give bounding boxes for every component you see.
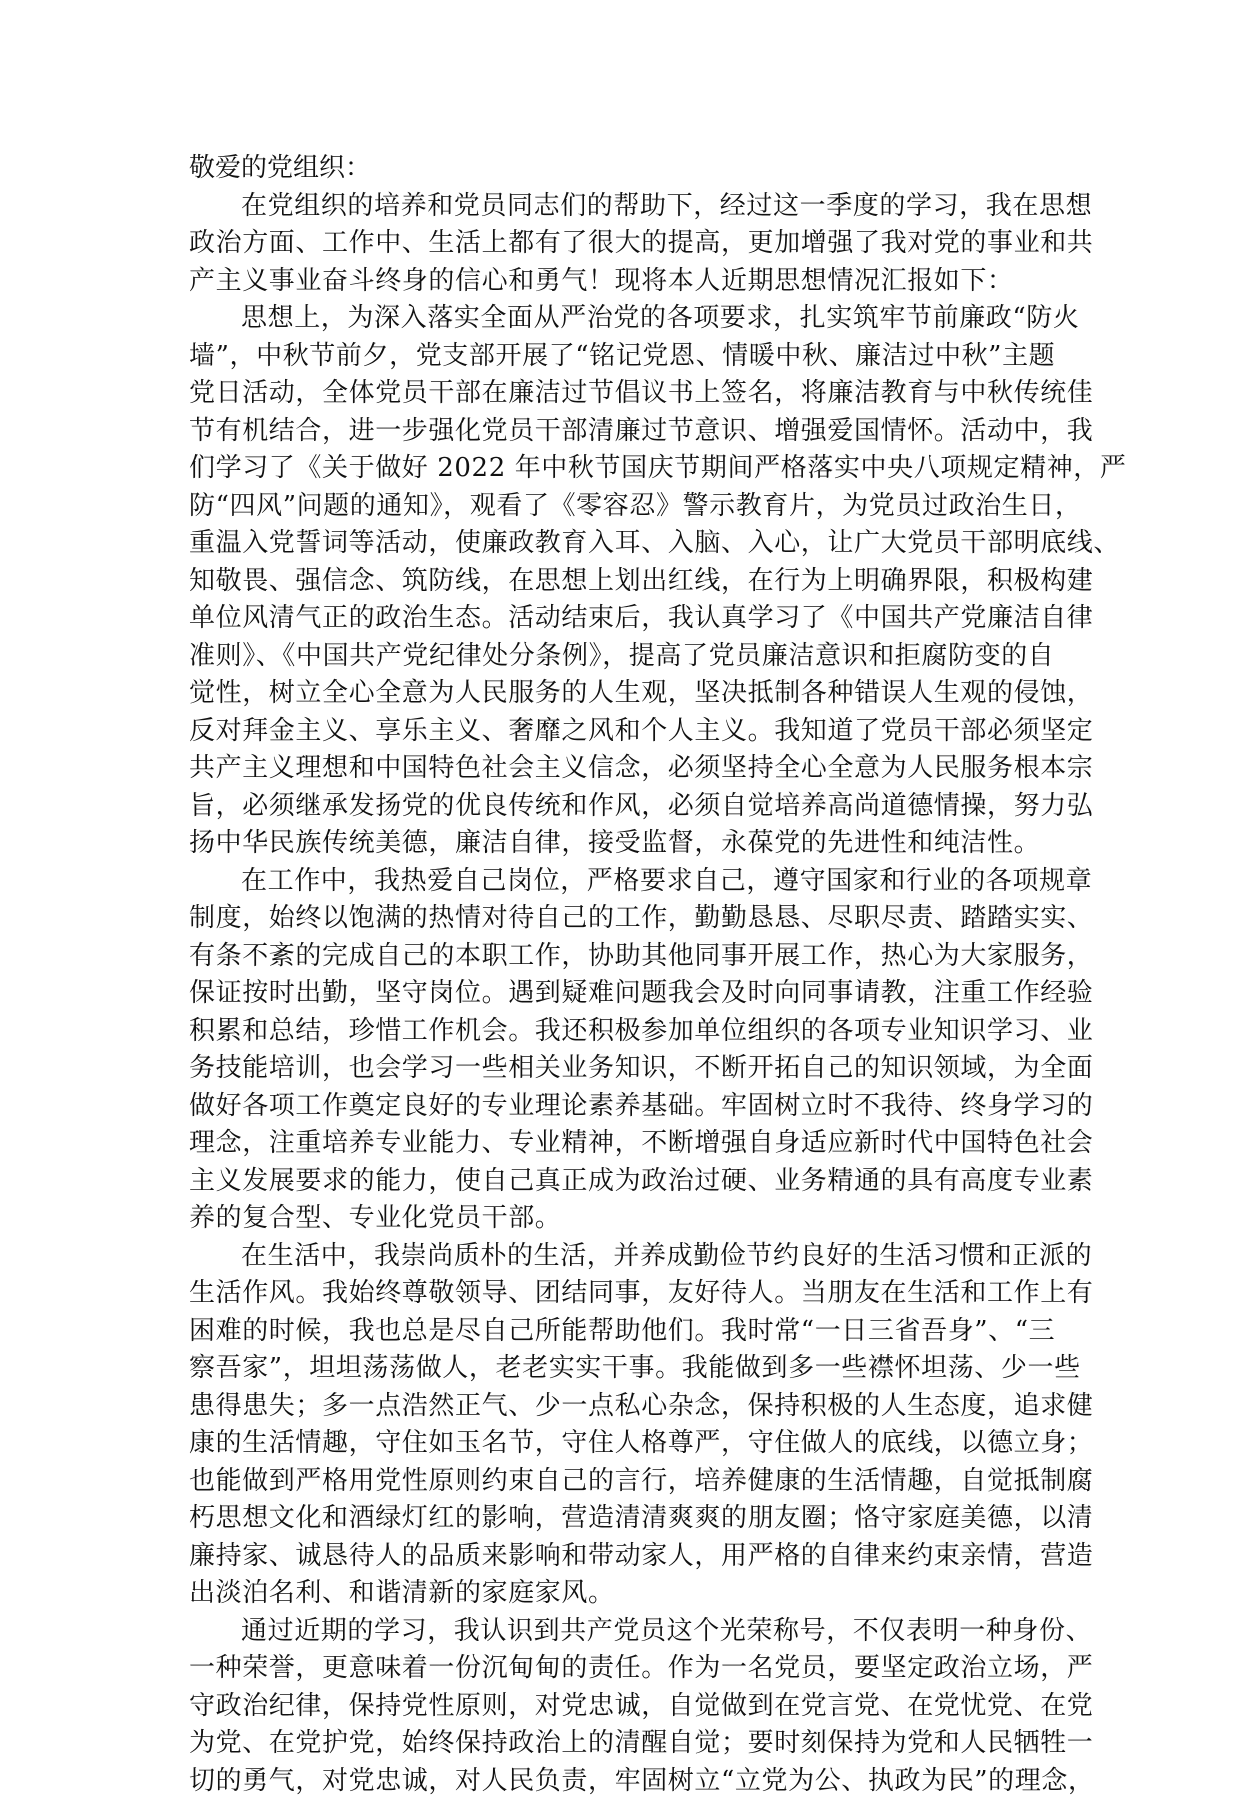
text-line: 保证按时出勤，坚守岗位。遇到疑难问题我会及时向同事请教，注重工作经验 (189, 975, 1059, 1013)
document-body (189, 188, 1059, 1800)
text-line: 务技能培训，也会学习一些相关业务知识，不断开拓自己的知识领域，为全面 (189, 1050, 1059, 1088)
text-line: 在生活中，我崇尚质朴的生活，并养成勤俭节约良好的生活习惯和正派的 (189, 1238, 1059, 1276)
paragraph (189, 188, 1059, 301)
text-line: 们学习了《关于做好 2022 年中秋节国庆节期间严格落实中央八项规定精神，严 (189, 450, 1059, 488)
text-line: 养的复合型、专业化党员干部。 (189, 1200, 1059, 1238)
text-line: 为党、在党护党，始终保持政治上的清醒自觉；要时刻保持为党和人民牺牲一 (189, 1725, 1059, 1763)
text-line: 积累和总结，珍惜工作机会。我还积极参加单位组织的各项专业知识学习、业 (189, 1013, 1059, 1051)
text-line: 反对拜金主义、享乐主义、奢靡之风和个人主义。我知道了党员干部必须坚定 (189, 713, 1059, 751)
text-line: 在党组织的培养和党员同志们的帮助下，经过这一季度的学习，我在思想 (189, 188, 1059, 226)
text-line: 政治方面、工作中、生活上都有了很大的提高，更加增强了我对党的事业和共 (189, 225, 1059, 263)
text-line: 思想上，为深入落实全面从严治党的各项要求，扎实筑牢节前廉政“防火 (189, 300, 1059, 338)
text-line: 理念，注重培养专业能力、专业精神，不断增强自身适应新时代中国特色社会 (189, 1125, 1059, 1163)
text-line: 廉持家、诚恳待人的品质来影响和带动家人，用严格的自律来约束亲情，营造 (189, 1538, 1059, 1576)
text-line: 察吾家”，坦坦荡荡做人，老老实实干事。我能做到多一些襟怀坦荡、少一些 (189, 1350, 1059, 1388)
text-line: 单位风清气正的政治生态。活动结束后，我认真学习了《中国共产党廉洁自律 (189, 600, 1059, 638)
text-line: 节有机结合，进一步强化党员干部清廉过节意识、增强爱国情怀。活动中，我 (189, 413, 1059, 451)
text-line: 困难的时候，我也总是尽自己所能帮助他们。我时常“一日三省吾身”、“三 (189, 1313, 1059, 1351)
text-line: 共产主义理想和中国特色社会主义信念，必须坚持全心全意为人民服务根本宗 (189, 750, 1059, 788)
text-line: 有条不紊的完成自己的本职工作，协助其他同事开展工作，热心为大家服务， (189, 938, 1059, 976)
text-line: 康的生活情趣，守住如玉名节，守住人格尊严，守住做人的底线，以德立身； (189, 1425, 1059, 1463)
text-line: 旨，必须继承发扬党的优良传统和作风，必须自觉培养高尚道德情操，努力弘 (189, 788, 1059, 826)
document-page (189, 150, 1059, 1800)
text-line: 出淡泊名利、和谐清新的家庭家风。 (189, 1575, 1059, 1613)
text-line: 生活作风。我始终尊敬领导、团结同事，友好待人。当朋友在生活和工作上有 (189, 1275, 1059, 1313)
text-line: 患得患失；多一点浩然正气、少一点私心杂念，保持积极的人生态度，追求健 (189, 1388, 1059, 1426)
text-line: 通过近期的学习，我认识到共产党员这个光荣称号，不仅表明一种身份、 (189, 1613, 1059, 1651)
text-line: 朽思想文化和酒绿灯红的影响，营造清清爽爽的朋友圈；恪守家庭美德，以清 (189, 1500, 1059, 1538)
text-line: 守政治纪律，保持党性原则，对党忠诚，自觉做到在党言党、在党忧党、在党 (189, 1688, 1059, 1726)
text-line: 主义发展要求的能力，使自己真正成为政治过硬、业务精通的具有高度专业素 (189, 1163, 1059, 1201)
text-line: 一种荣誉，更意味着一份沉甸甸的责任。作为一名党员，要坚定政治立场，严 (189, 1650, 1059, 1688)
paragraph (189, 1238, 1059, 1613)
text-line: 制度，始终以饱满的热情对待自己的工作，勤勤恳恳、尽职尽责、踏踏实实、 (189, 900, 1059, 938)
salutation: 敬爱的党组织： (189, 150, 1059, 188)
text-line: 墙”，中秋节前夕，党支部开展了“铭记党恩、情暖中秋、廉洁过中秋”主题 (189, 338, 1059, 376)
text-line: 在工作中，我热爱自己岗位，严格要求自己，遵守国家和行业的各项规章 (189, 863, 1059, 901)
text-line: 产主义事业奋斗终身的信心和勇气！现将本人近期思想情况汇报如下： (189, 263, 1059, 301)
text-line: 切的勇气，对党忠诚，对人民负责，牢固树立“立党为公、执政为民”的理念， (189, 1763, 1059, 1800)
text-line: 知敬畏、强信念、筑防线，在思想上划出红线，在行为上明确界限，积极构建 (189, 563, 1059, 601)
text-line: 也能做到严格用党性原则约束自己的言行，培养健康的生活情趣，自觉抵制腐 (189, 1463, 1059, 1501)
paragraph (189, 863, 1059, 1238)
paragraph (189, 300, 1059, 863)
text-line: 准则》、《中国共产党纪律处分条例》，提高了党员廉洁意识和拒腐防变的自 (189, 638, 1059, 676)
paragraph (189, 1613, 1059, 1800)
text-line: 重温入党誓词等活动，使廉政教育入耳、入脑、入心，让广大党员干部明底线、 (189, 525, 1059, 563)
text-line: 防“四风”问题的通知》，观看了《零容忍》警示教育片，为党员过政治生日， (189, 488, 1059, 526)
text-line: 觉性，树立全心全意为人民服务的人生观，坚决抵制各种错误人生观的侵蚀， (189, 675, 1059, 713)
text-line: 扬中华民族传统美德，廉洁自律，接受监督，永葆党的先进性和纯洁性。 (189, 825, 1059, 863)
text-line: 党日活动，全体党员干部在廉洁过节倡议书上签名，将廉洁教育与中秋传统佳 (189, 375, 1059, 413)
text-line: 做好各项工作奠定良好的专业理论素养基础。牢固树立时不我待、终身学习的 (189, 1088, 1059, 1126)
